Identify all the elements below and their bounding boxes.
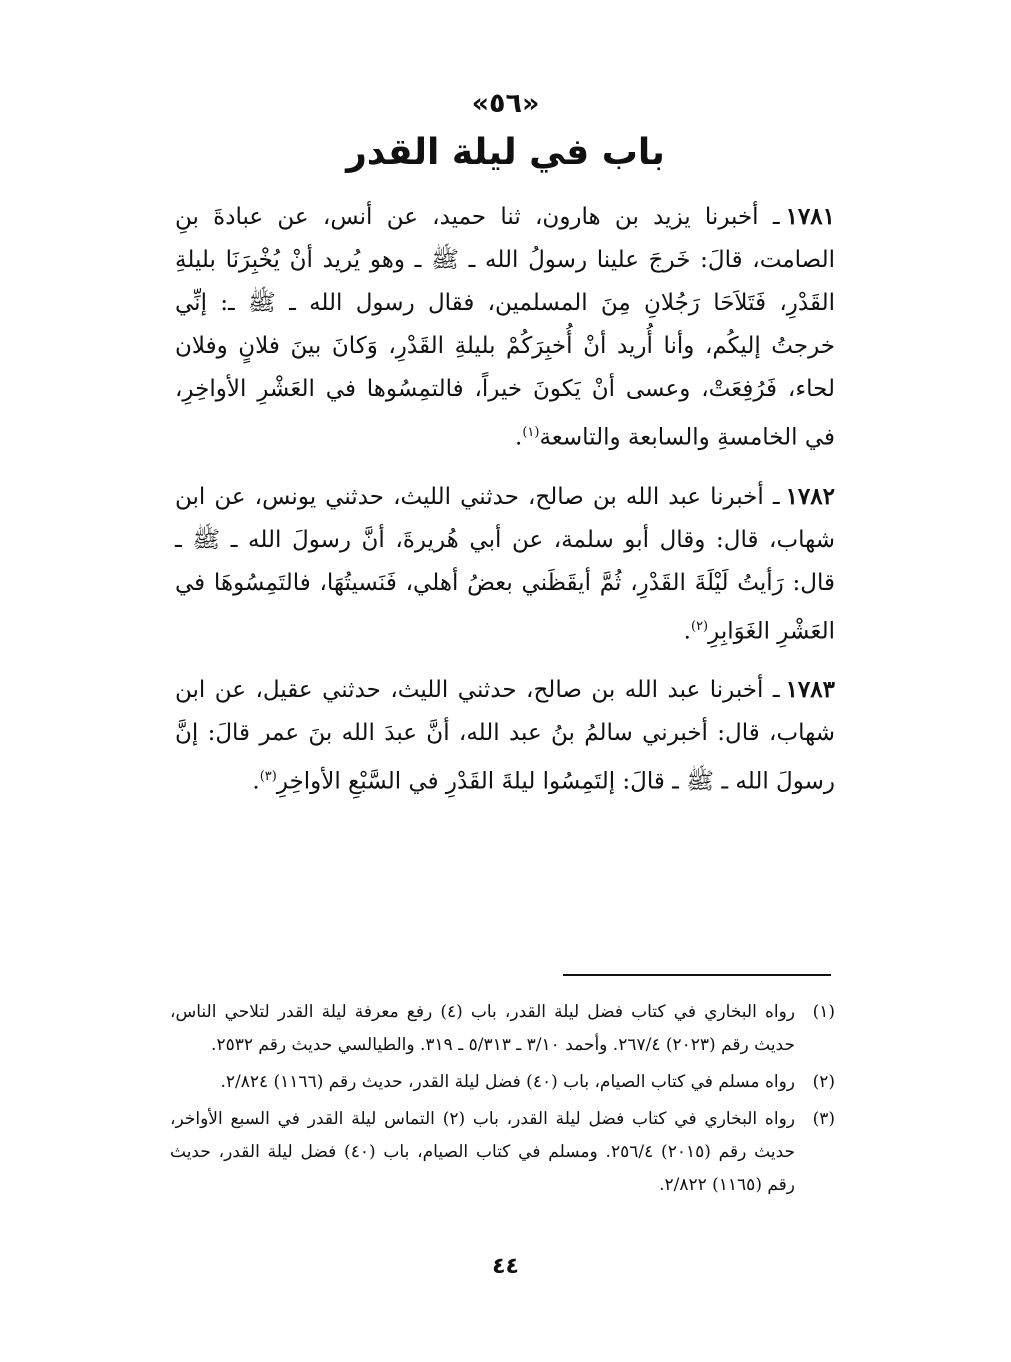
footnote-divider bbox=[563, 974, 831, 976]
footnote-number: (١) bbox=[812, 1002, 835, 1022]
hadith-number: ١٧٨٣ bbox=[785, 676, 835, 704]
chapter-title: باب في ليلة القدر bbox=[346, 132, 665, 173]
footnote-1 bbox=[170, 996, 835, 1062]
page-number: ٤٤ bbox=[492, 1254, 519, 1279]
footnote-marker: (١) bbox=[522, 425, 540, 440]
footnote-number: (٢) bbox=[812, 1072, 835, 1092]
footnote-text: رواه البخاري في كتاب فضل ليلة القدر، باب (٤) رفع معرفة ليلة القدر لتلاحي الناس، حديث رقم (٢٠٢٣) ٢٦٧/٤. وأحمد ٣/١٠ ـ ٥/٣١٣ ـ ٣١٩. والطيالسي حديث رقم ٢٥٣٢. bbox=[170, 1002, 795, 1055]
footnote-marker: (٢) bbox=[690, 618, 709, 634]
hadith-1782: ١٧٨٢ـ أخبرنا عبد الله بن صالح، حدثني الليث، حدثني يونس، عن ابن شهاب، قال: وقال أبو سلمة، عن أبي هُريرةَ، أنَّ رسولَ الله ـ ﷺ ـ قال: رَأيتُ لَيْلَةَ القَدْرِ، ثُمَّ أيقَظَني بعضُ أهلي، فَنَسيتُهَا، فالتَمِسُوهَا في العَشْرِ الغَوَابِرِ$^{(٢)}$. bbox=[175, 482, 835, 645]
hadith-number: ١٧٨١ bbox=[785, 203, 835, 230]
footnote-marker: (٣) bbox=[259, 769, 277, 785]
footnote-2 bbox=[170, 1066, 835, 1099]
hadith-number: ١٧٨٢ bbox=[785, 482, 835, 510]
hadith-text: ـ أخبرنا عبد الله بن صالح، حدثني الليث، حدثني عقيل، عن ابن شهاب، قال: أخبرني سالمُ بنُ عبد الله، أنَّ عبدَ الله بنَ عمر قالَ: إنَّ رسولَ الله ـ ﷺ ـ قالَ: إلتَمِسُوا ليلةَ القَدْرِ في السَّبْعِ الأواخِرِ bbox=[175, 677, 835, 795]
footnote-text: رواه مسلم في كتاب الصيام، باب (٤٠) فضل ليلة القدر، حديث رقم (١١٦٦) ٢/٨٢٤. bbox=[220, 1072, 795, 1092]
footnote-text: رواه البخاري في كتاب فضل ليلة القدر، باب (٢) التماس ليلة القدر في السبع الأواخر، حديث رقم (٢٠١٥) ٢٥٦/٤. ومسلم في كتاب الصيام، باب (٤٠) فضل ليلة القدر، حديث رقم (١١٦٥) ٢/٨٢٢. bbox=[170, 1109, 796, 1195]
chapter-number: «٥٦» bbox=[471, 88, 540, 119]
footnote-number: (٣) bbox=[812, 1109, 835, 1129]
hadith-1781: ١٧٨١ـ أخبرنا يزيد بن هارون، ثنا حميد، عن أنس، عن عبادةَ بنِ الصامت، قالَ: خَرجَ علينا رسولُ الله ـ ﷺ ـ وهو يُريد أنْ يُخْبِرَنَا بليلةِ القَدْرِ، فَتَلاَحَا رَجُلانِ مِنَ المسلمين، فقال رسول الله ـ ﷺ ـ: إنِّي خرجتُ إليكُم، وأنا أُريد أنْ أُخبِرَكُمْ بليلةِ القَدْرِ، وَكانَ بينَ فلانٍ وفلان لحاء، فَرُفِعَتْ، وعسى أنْ يَكونَ خيراً، فالتمِسُوها في العَشْرِ الأواخِرِ، في الخامسةِ والسابعة والتاسعة$^{(١)}$. bbox=[175, 203, 835, 451]
hadith-1783: ١٧٨٣ـ أخبرنا عبد الله بن صالح، حدثني الليث، حدثني عقيل، عن ابن شهاب، قال: أخبرني سالمُ بنُ عبد الله، أنَّ عبدَ الله بنَ عمر قالَ: إنَّ رسولَ الله ـ ﷺ ـ قالَ: إلتَمِسُوا ليلةَ القَدْرِ في السَّبْعِ الأواخِرِ$^{(٣)}$. bbox=[175, 676, 835, 795]
hadith-text: ـ أخبرنا يزيد بن هارون، ثنا حميد، عن أنس، عن عبادةَ بنِ الصامت، قالَ: خَرجَ علينا رسولُ الله ـ ﷺ ـ وهو يُريد أنْ يُخْبِرَنَا بليلةِ القَدْرِ، فَتَلاَحَا رَجُلانِ مِنَ المسلمين، فقال رسول الله ـ ﷺ ـ: إنِّي خرجتُ إليكُم، وأنا أُريد أنْ أُخبِرَكُمْ بليلةِ القَدْرِ، وَكانَ بينَ فلانٍ وفلان لحاء، فَرُفِعَتْ، وعسى أنْ يَكونَ خيراً، فالتمِسُوها في العَشْرِ الأواخِرِ، في الخامسةِ والسابعة والتاسعة bbox=[175, 204, 835, 451]
footnotes bbox=[170, 996, 835, 1206]
hadith-text: ـ أخبرنا عبد الله بن صالح، حدثني الليث، حدثني يونس، عن ابن شهاب، قال: وقال أبو سلمة، عن أبي هُريرةَ، أنَّ رسولَ الله ـ ﷺ ـ قال: رَأيتُ لَيْلَةَ القَدْرِ، ثُمَّ أيقَظَني بعضُ أهلي، فَنَسيتُهَا، فالتَمِسُوهَا في العَشْرِ الغَوَابِرِ bbox=[175, 483, 835, 645]
main-text bbox=[175, 195, 835, 819]
footnote-3 bbox=[170, 1103, 835, 1202]
